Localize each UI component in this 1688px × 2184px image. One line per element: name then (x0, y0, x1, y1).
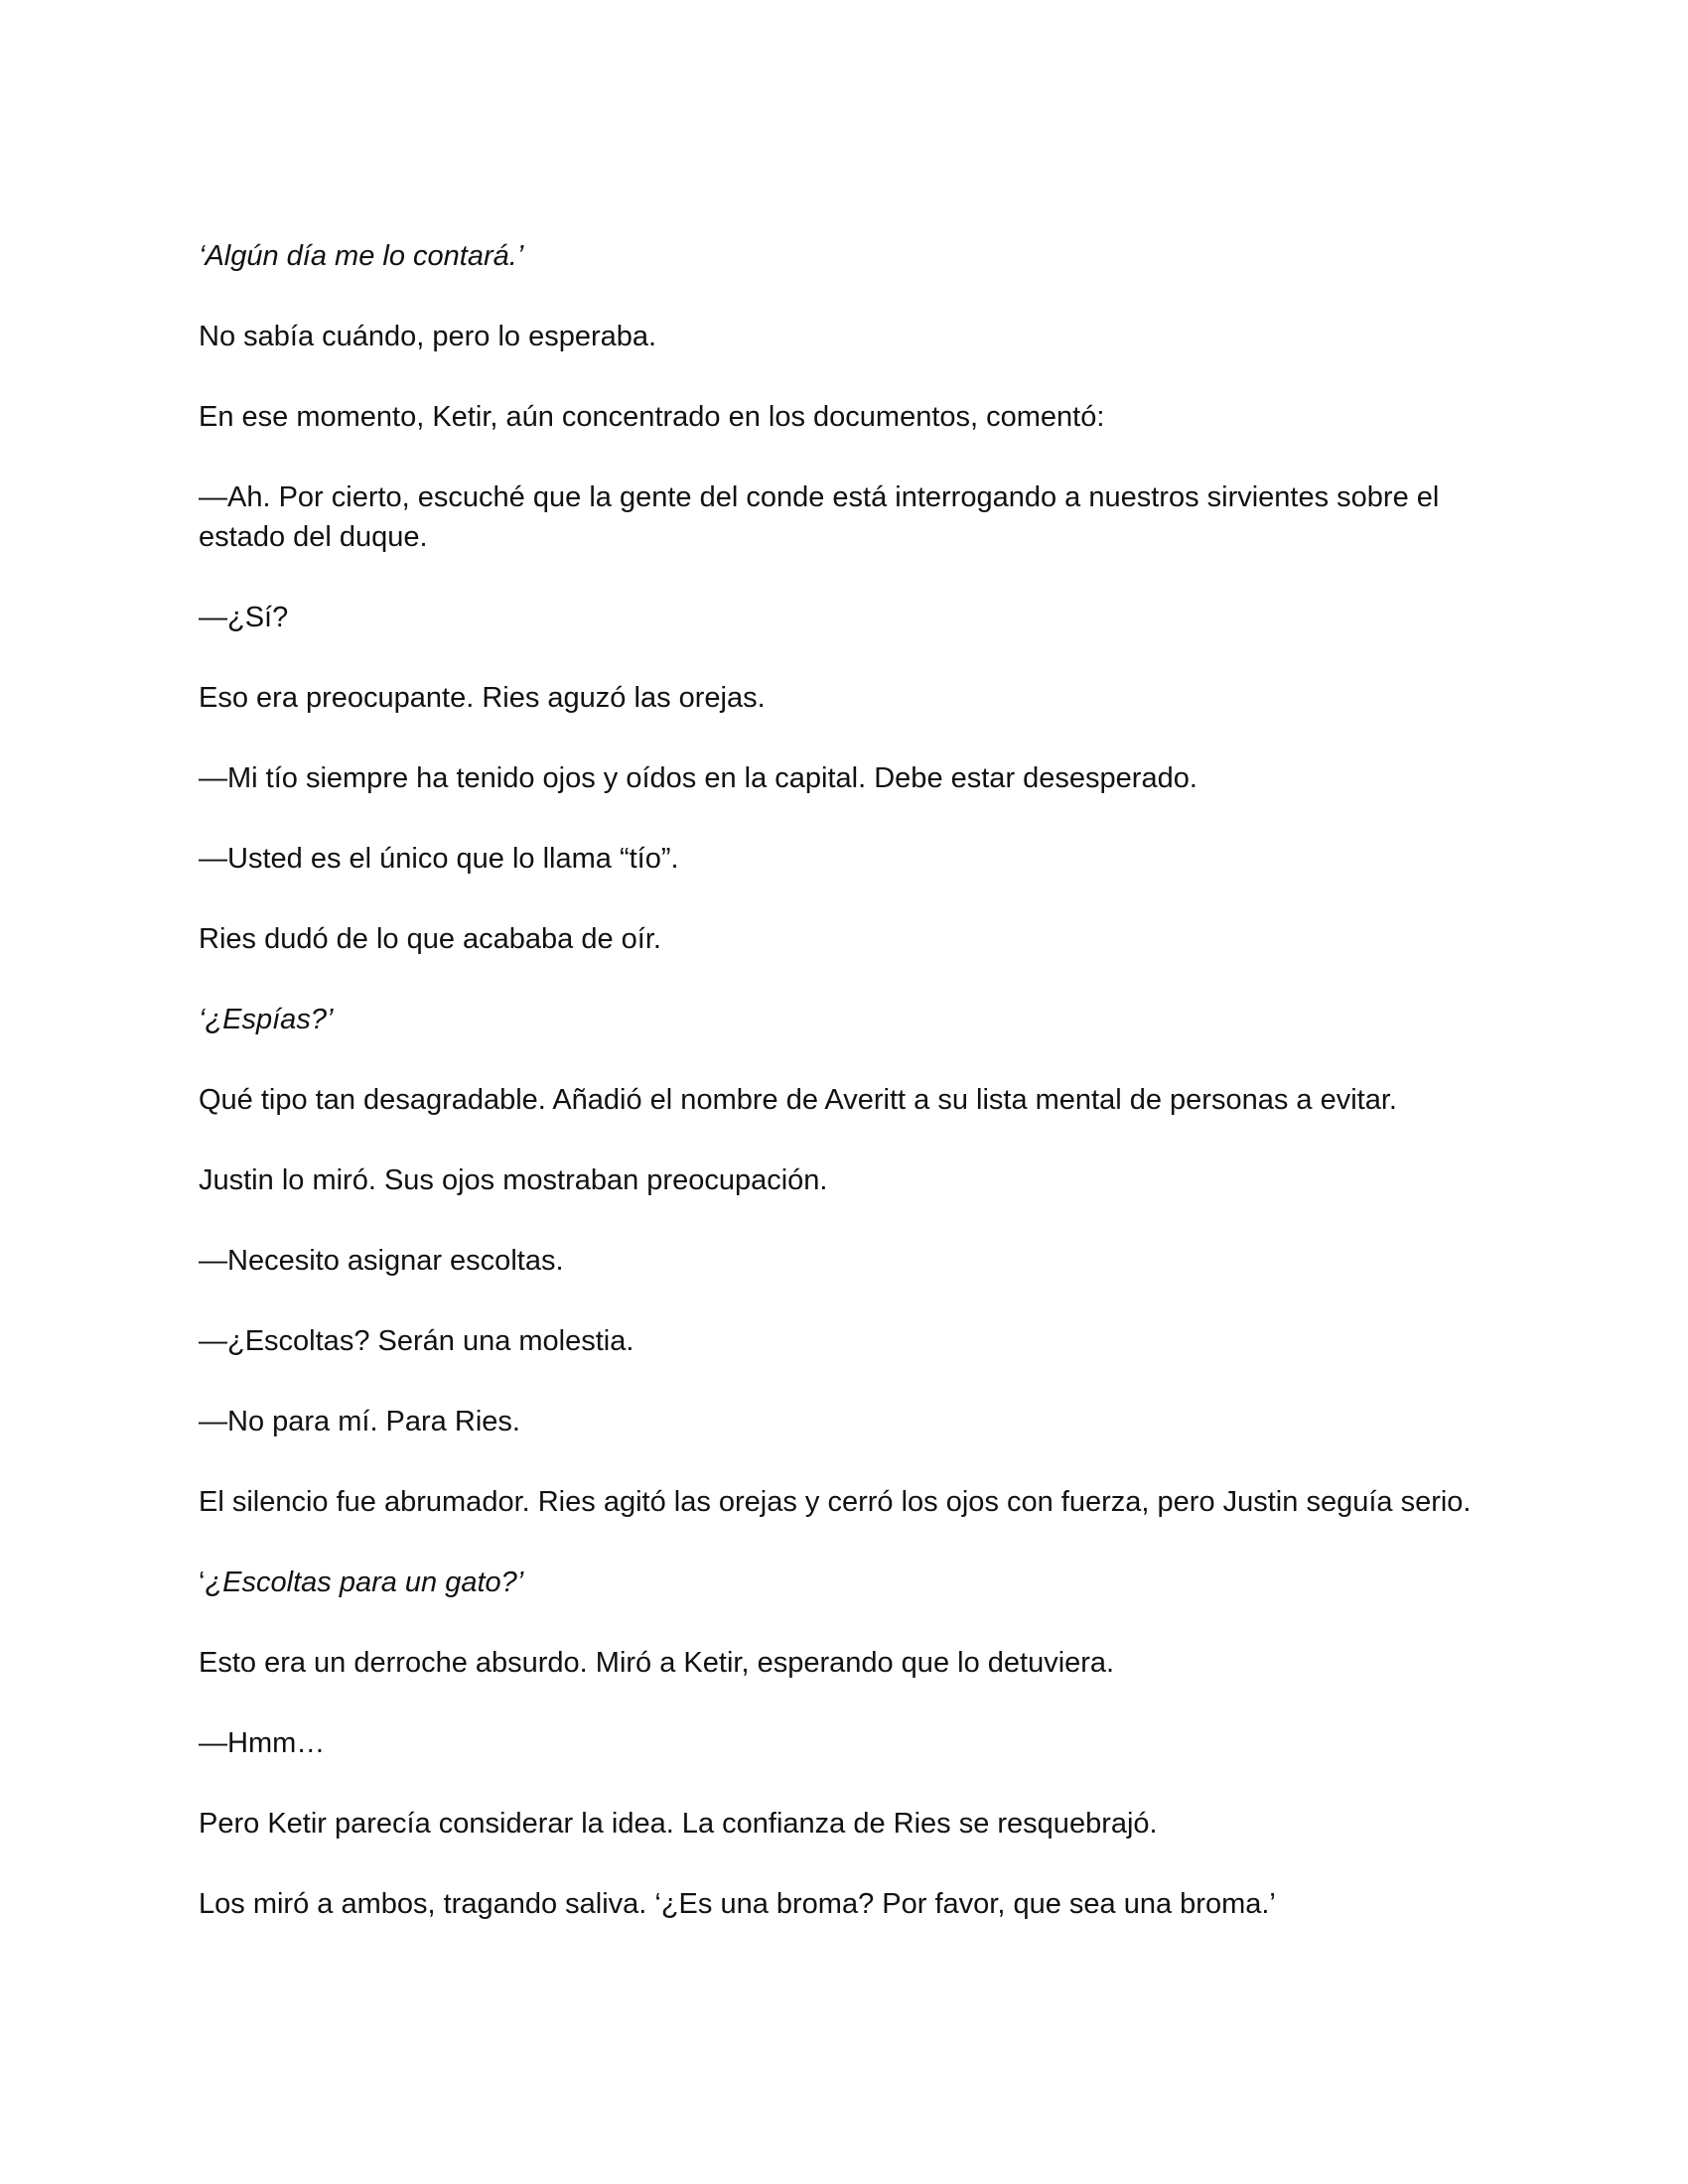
paragraph (199, 598, 1489, 637)
dialogue-text: —No para mí. Para Ries. (199, 1406, 520, 1437)
narration-text: No sabía cuándo, pero lo esperaba. (199, 321, 657, 352)
narration-text: Esto era un derroche absurdo. Miró a Ketir, esperando que lo detuviera. (199, 1647, 1115, 1679)
paragraph (199, 1000, 1489, 1039)
paragraph (199, 1402, 1489, 1441)
narration-text: Justin lo miró. Sus ojos mostraban preocupación. (199, 1164, 828, 1196)
paragraph (199, 1241, 1489, 1281)
paragraph (199, 397, 1489, 437)
paragraph (199, 1160, 1489, 1200)
thought-text: ¿Escoltas para un gato?’ (205, 1567, 524, 1598)
document-page (199, 236, 1489, 1965)
thought-text: ‘¿Espías?’ (199, 1004, 334, 1035)
dialogue-text: —Usted es el único que lo llama “tío”. (199, 843, 679, 875)
paragraph (199, 678, 1489, 718)
paragraph (199, 758, 1489, 798)
dialogue-text: —Mi tío siempre ha tenido ojos y oídos en la capital. Debe estar desesperado. (199, 762, 1197, 794)
paragraph (199, 1643, 1489, 1683)
paragraph (199, 236, 1489, 276)
narration-text: Eso era preocupante. Ries aguzó las orejas. (199, 682, 766, 714)
narration-text: Qué tipo tan desagradable. Añadió el nombre de Averitt a su lista mental de personas a evitar. (199, 1084, 1397, 1116)
dialogue-text: —¿Escoltas? Serán una molestia. (199, 1325, 634, 1357)
dialogue-text: —Ah. Por cierto, escuché que la gente del conde está interrogando a nuestros sirvientes sobre el estado del duque. (199, 481, 1440, 553)
narration-text: En ese momento, Ketir, aún concentrado en los documentos, comentó: (199, 401, 1105, 433)
paragraph (199, 1563, 1489, 1602)
paragraph (199, 839, 1489, 879)
narration-text: Ries dudó de lo que acababa de oír. (199, 923, 661, 955)
paragraph (199, 478, 1489, 557)
dialogue-text: —Necesito asignar escoltas. (199, 1245, 564, 1277)
thought-text: ‘Algún día me lo contará.’ (199, 240, 524, 272)
paragraph (199, 1080, 1489, 1120)
paragraph (199, 1804, 1489, 1843)
dialogue-text: —Hmm… (199, 1727, 326, 1759)
narration-text: Los miró a ambos, tragando saliva. ‘¿Es una broma? Por favor, que sea una broma.’ (199, 1888, 1276, 1920)
narration-text: Pero Ketir parecía considerar la idea. La confianza de Ries se resquebrajó. (199, 1808, 1158, 1840)
paragraph (199, 1884, 1489, 1924)
paragraph (199, 1482, 1489, 1522)
paragraph (199, 1723, 1489, 1763)
narration-text: El silencio fue abrumador. Ries agitó las orejas y cerró los ojos con fuerza, pero Justin seguía serio. (199, 1486, 1472, 1518)
paragraph (199, 919, 1489, 959)
dialogue-text: —¿Sí? (199, 602, 289, 633)
quote-mark-text: ‘ (199, 1567, 206, 1598)
paragraph (199, 317, 1489, 356)
paragraph (199, 1321, 1489, 1361)
